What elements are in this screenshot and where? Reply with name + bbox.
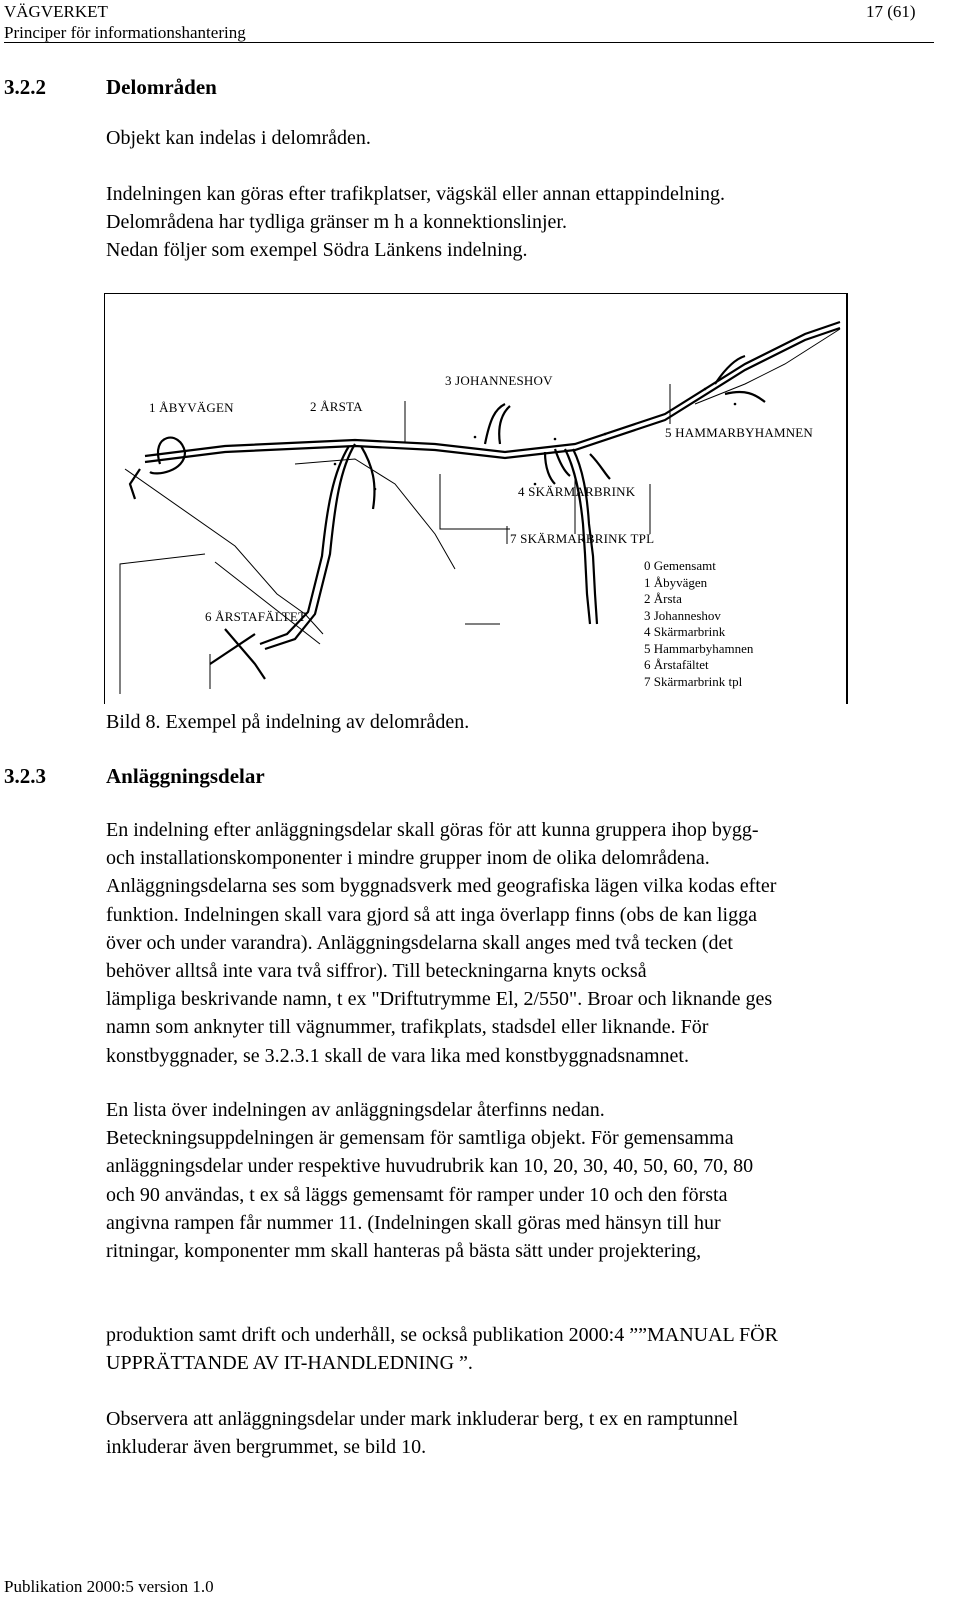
legend-item: 5 Hammarbyhamnen bbox=[644, 640, 754, 656]
map-label-arstafaltet: 6 ÅRSTAFÄLTET bbox=[205, 609, 307, 624]
map-label-abyvagen: 1 ÅBYVÄGEN bbox=[149, 400, 234, 415]
text-line: Delområdena har tydliga gränser m h a konnektionslinjer. bbox=[106, 211, 567, 234]
section-number-323: 3.2.3 bbox=[4, 764, 46, 788]
text-line: över och under varandra). Anläggningsdelarna skall anges med två tecken (det bbox=[106, 931, 733, 954]
paragraph-323-2 bbox=[106, 1096, 936, 1265]
text-line: ritningar, komponenter mm skall hanteras på bästa sätt under projektering, bbox=[106, 1240, 702, 1263]
text-line: anläggningsdelar under respektive huvudrubrik kan 10, 20, 30, 40, 50, 60, 70, 80 bbox=[106, 1155, 754, 1178]
figure-caption: Bild 8. Exempel på indelning av delområden. bbox=[106, 711, 470, 733]
section-number-322: 3.2.2 bbox=[4, 75, 46, 99]
text-line: konstbyggnader, se 3.2.3.1 skall de vara lika med konstbyggnadsnamnet. bbox=[106, 1044, 689, 1067]
paragraph-323-1 bbox=[106, 816, 936, 1070]
section-title-322: Delområden bbox=[106, 75, 217, 99]
map-label-hammarbyhamnen: 5 HAMMARBYHAMNEN bbox=[665, 425, 814, 440]
map-label-skarmarbrink: 4 SKÄRMARBRINK bbox=[518, 484, 636, 499]
legend-item: 2 Årsta bbox=[644, 591, 682, 606]
header-subtitle: Principer för informationshantering bbox=[4, 23, 246, 42]
header-org: VÄGVERKET bbox=[4, 2, 108, 21]
text-line: Nedan följer som exempel Södra Länkens indelning. bbox=[106, 239, 528, 262]
text-line: lämpliga beskrivande namn, t ex "Driftutrymme El, 2/550". Broar och liknande ges bbox=[106, 988, 773, 1011]
text-line: Indelningen kan göras efter trafikplatser, vägskäl eller annan ettappindelning. bbox=[106, 183, 725, 205]
text-line: En indelning efter anläggningsdelar skall göras för att kunna gruppera ihop bygg- bbox=[106, 819, 759, 841]
text-line: UPPRÄTTANDE AV IT-HANDLEDNING ”. bbox=[106, 1352, 473, 1375]
text-line: En lista över indelningen av anläggningsdelar återfinns nedan. bbox=[106, 1099, 605, 1121]
text-line: Observera att anläggningsdelar under mark inkluderar berg, t ex en ramptunnel bbox=[106, 1408, 739, 1430]
paragraph-322-1: Objekt kan indelas i delområden. bbox=[106, 127, 371, 149]
legend-item: 6 Årstafältet bbox=[644, 657, 709, 672]
figure-map bbox=[104, 293, 848, 704]
map-legend bbox=[644, 558, 753, 690]
text-line: namn som anknyter till vägnummer, trafikplats, stadsdel eller liknande. För bbox=[106, 1016, 709, 1039]
text-line: Anläggningsdelarna ses som byggnadsverk med geografiska lägen vilka kodas efter bbox=[106, 875, 777, 898]
header-rule bbox=[4, 42, 934, 43]
map-label-johanneshov: 3 JOHANNESHOV bbox=[445, 373, 553, 388]
legend-item: 1 Åbyvägen bbox=[644, 574, 708, 590]
section-title-323: Anläggningsdelar bbox=[106, 764, 265, 788]
paragraph-323-3 bbox=[106, 1321, 936, 1377]
text-line: Beteckningsuppdelningen är gemensam för samtliga objekt. För gemensamma bbox=[106, 1127, 734, 1150]
legend-item: 4 Skärmarbrink bbox=[644, 624, 726, 639]
text-line: och 90 användas, t ex så läggs gemensamt för ramper under 10 och den första bbox=[106, 1183, 728, 1206]
legend-item: 0 Gemensamt bbox=[644, 558, 716, 573]
text-line: behöver alltså inte vara två siffror). Till beteckningarna knyts också bbox=[106, 960, 647, 983]
legend-item: 3 Johanneshov bbox=[644, 607, 721, 623]
page-number: 17 (61) bbox=[866, 2, 916, 21]
paragraph-323-4 bbox=[106, 1405, 936, 1461]
text-line: funktion. Indelningen skall vara gjord så att inga överlapp finns (obs de kan ligga bbox=[106, 903, 757, 926]
text-line: inkluderar även bergrummet, se bild 10. bbox=[106, 1436, 427, 1459]
map-label-arsta: 2 ÅRSTA bbox=[310, 399, 363, 414]
paragraph-322-2 bbox=[106, 180, 936, 265]
text-line: angivna rampen får nummer 11. (Indelningen skall göras med hänsyn till hur bbox=[106, 1211, 721, 1234]
legend-item: 7 Skärmarbrink tpl bbox=[644, 673, 743, 689]
footer-publication: Publikation 2000:5 version 1.0 bbox=[4, 1577, 214, 1596]
map-label-skarmarbrink-tpl: 7 SKÄRMARBRINK TPL bbox=[510, 531, 655, 546]
text-line: och installationskomponenter i mindre grupper inom de olika delområdena. bbox=[106, 847, 710, 870]
text-line: produktion samt drift och underhåll, se också publikation 2000:4 ””MANUAL FÖR bbox=[106, 1324, 778, 1346]
